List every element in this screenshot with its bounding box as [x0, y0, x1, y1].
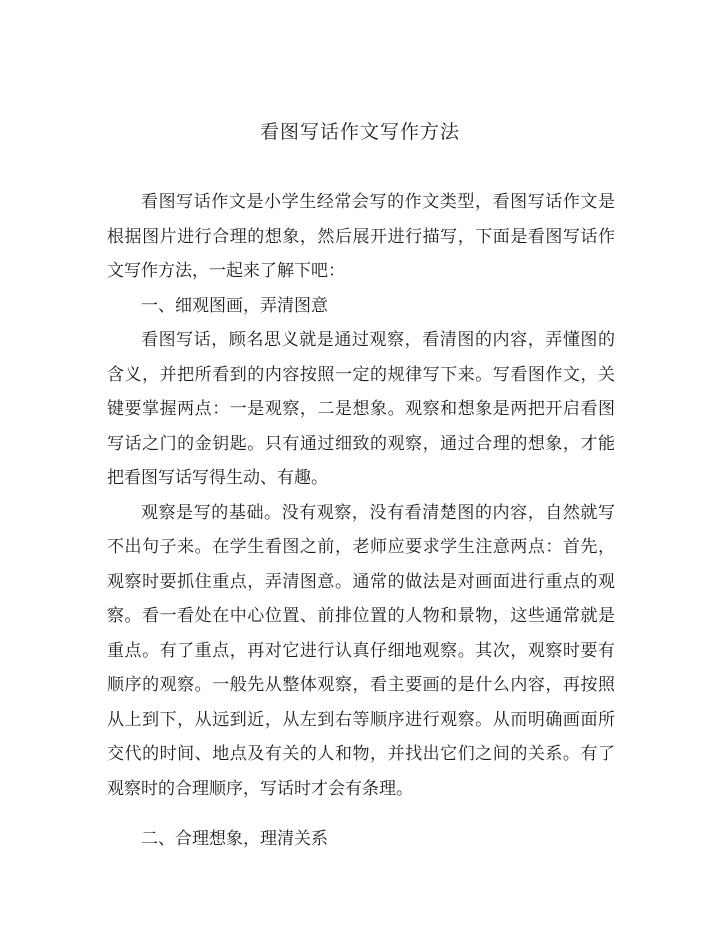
body-paragraph: 观察是写的基础。没有观察，没有看清楚图的内容，自然就写不出句子来。在学生看图之前，老师应要求学生注意两点：首先，观察时要抓住重点，弄清图意。通常的做法是对画面进行重点的观察。看一看处在中心位置、前排位置的人物和景物，这些通常就是重点。有了重点，再对它进行认真仔细地观察。其次，观察时要有顺序的观察。一般先从整体观察，看主要画的是什么内容，再按照从上到下，从远到近，从左到右等顺序进行观察。从而明确画面所交代的时间、地点及有关的人和物，并找出它们之间的关系。有了观察时的合理顺序，写话时才会有条理。	[107, 502, 615, 799]
body-paragraph: 看图写话，顾名思义就是通过观察，看清图的内容，弄懂图的含义，并把所看到的内容按照一定的规律写下来。写看图作文，关键要掌握两点：一是观察，二是想象。观察和想象是两把开启看图写话之门的金钥匙。只有通过细致的观察，通过合理的想象，才能把看图写话写得生动、有趣。	[107, 330, 615, 488]
section-heading-1: 一、细观图画，弄清图意	[141, 295, 328, 316]
intro-paragraph: 看图写话作文是小学生经常会写的作文类型，看图写话作文是根据图片进行合理的想象，然后展开进行描写，下面是看图写话作文写作方法，一起来了解下吧：	[107, 192, 615, 281]
document-body	[107, 185, 615, 857]
section-heading-2: 二、合理想象，理清关系	[141, 829, 328, 849]
page-title: 看图写话作文写作方法	[259, 121, 460, 143]
